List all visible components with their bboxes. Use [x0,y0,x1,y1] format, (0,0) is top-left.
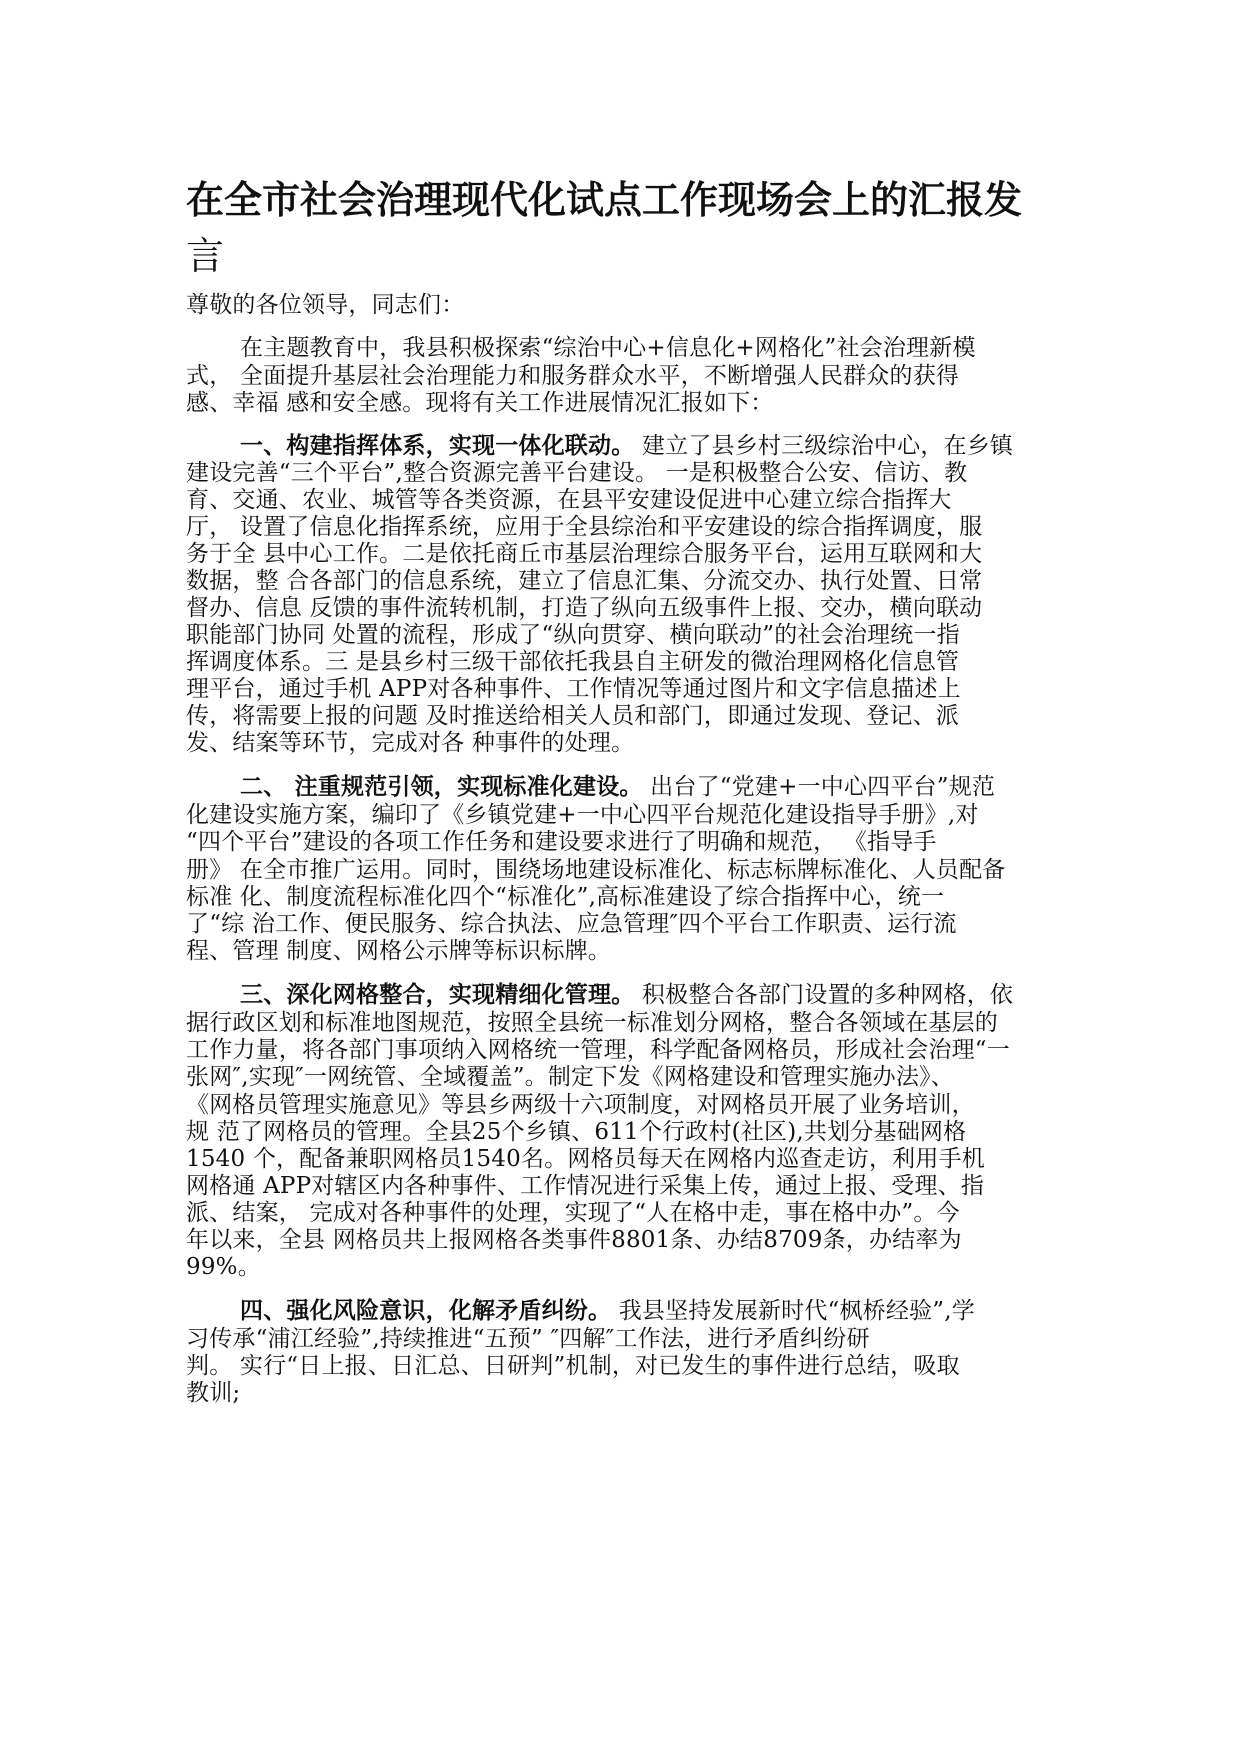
section-1-line: 育、交通、农业、城管等各类资源，在县平安建设促进中心建立综合指挥大 [186,487,952,513]
section-1-line: 务于全 县中心工作。二是依托商丘市基层治理综合服务平台，运用互联网和大 [186,541,983,567]
section-1-line: 督办、信息 反馈的事件流转机制，打造了纵向五级事件上报、交办，横向联动 [186,595,983,621]
section-1-text: 建立了县乡村三级综治中心，在乡镇 [641,433,1014,459]
section-3-line: 工作力量，将各部门事项纳入网格统一管理，科学配备网格员，形成社会治理“一 [186,1037,1010,1063]
document-title-line-1: 在全市社会治理现代化试点工作现场会上的汇报发 [186,178,1023,222]
section-2-text: 出台了“党建+一中心四平台”规范 [650,774,996,800]
section-1-line: 挥调度体系。三 是县乡村三级干部依托我县自主研发的微治理网格化信息管 [186,649,960,675]
section-2-line: 了“综 治工作、便民服务、综合执法、应急管理″四个平台工作职责、运行流 [186,911,957,937]
section-3-line: 派、结案， 完成对各种事件的处理，实现了“人在格中走，事在格中办”。今 [186,1200,960,1226]
document-title-line-2: 言 [186,234,225,278]
section-4-line: 习传承“浦江经验”,持续推进“五预” ″四解″工作法，进行矛盾纠纷研 [186,1326,870,1352]
section-4-first-line [240,1296,975,1326]
intro-line: 感、幸福 感和安全感。现将有关工作进展情况汇报如下： [186,390,774,416]
section-1-line: 职能部门协同 处置的流程，形成了“纵向贯穿、横向联动”的社会治理统一指 [186,622,960,648]
section-3-line: 《网格员管理实施意见》等县乡两级十六项制度，对网格员开展了业务培训， [186,1092,975,1118]
section-3-heading: 三、深化网格整合，实现精细化管理。 [240,982,635,1008]
intro-line: 在主题教育中，我县积极探索“综治中心+信息化+网格化”社会治理新模 [240,335,976,361]
section-1-line: 理平台，通过手机 APP对各种事件、工作情况等通过图片和文字信息描述上 [186,676,961,702]
section-1-line: 数据，整 合各部门的信息系统，建立了信息汇集、分流交办、执行处置、日常 [186,568,983,594]
section-1-line: 传，将需要上报的问题 及时推送给相关人员和部门，即通过发现、登记、派 [186,703,960,729]
section-3-line: 网格通 APP对辖区内各种事件、工作情况进行采集上传，通过上报、受理、指 [186,1173,985,1199]
section-1-line: 发、结案等环节，完成对各 种事件的处理。 [186,730,635,756]
section-4-text: 我县坚持发展新时代“枫桥经验”,学 [618,1298,975,1324]
section-4-line: 教训; [186,1380,241,1406]
section-3-line: 年以来，全县 网格员共上报网格各类事件8801条、办结8709条，办结率为 [186,1227,962,1253]
section-1-first-line [240,431,1013,461]
section-2-line: 程、管理 制度、网格公示牌等标识标牌。 [186,938,612,964]
section-2-line: 册》 在全市推广运用。同时，围绕场地建设标准化、标志标牌标准化、人员配备 [186,857,1006,883]
section-2-line: “四个平台”建设的各项工作任务和建设要求进行了明确和规范， 《指导手 [186,829,937,855]
greeting: 尊敬的各位领导，同志们： [186,292,465,318]
section-3-line: 1540 个，配备兼职网格员1540名。网格员每天在网格内巡查走访，利用手机 [186,1146,985,1172]
section-3-line: 规 范了网格员的管理。全县25个乡镇、611个行政村(社区),共划分基础网格 [186,1119,967,1145]
section-3-text: 积极整合各部门设置的多种网格，依 [641,982,1014,1008]
section-2-line: 标准 化、制度流程标准化四个“标准化”,高标准建设了综合指挥中心，统一 [186,884,945,910]
intro-line: 式， 全面提升基层社会治理能力和服务群众水平，不断增强人民群众的获得 [186,363,960,389]
section-2-heading: 二、 注重规范引领，实现标准化建设。 [240,774,643,800]
section-4-line: 判。 实行“日上报、日汇总、日研判”机制，对已发生的事件进行总结，吸取 [186,1353,960,1379]
section-4-heading: 四、强化风险意识，化解矛盾纠纷。 [240,1298,612,1324]
section-2-line: 化建设实施方案，编印了《乡镇党建+一中心四平台规范化建设指导手册》,对 [186,802,979,828]
section-1-line: 厅， 设置了信息化指挥系统，应用于全县综治和平安建设的综合指挥调度，服 [186,514,983,540]
section-1-heading: 一、构建指挥体系，实现一体化联动。 [240,433,635,459]
section-3-line: 99%。 [186,1254,261,1280]
section-1-line: 建设完善“三个平台”,整合资源完善平台建设。 一是积极整合公安、信访、教 [186,460,968,486]
section-3-line: 张网″,实现″一网统管、全域覆盖”。制定下发《网格建设和管理实施办法》、 [186,1064,954,1090]
section-3-first-line [240,980,1013,1010]
section-2-first-line [240,772,995,802]
section-3-line: 据行政区划和标准地图规范，按照全县统一标准划分网格，整合各领域在基层的 [186,1010,998,1036]
